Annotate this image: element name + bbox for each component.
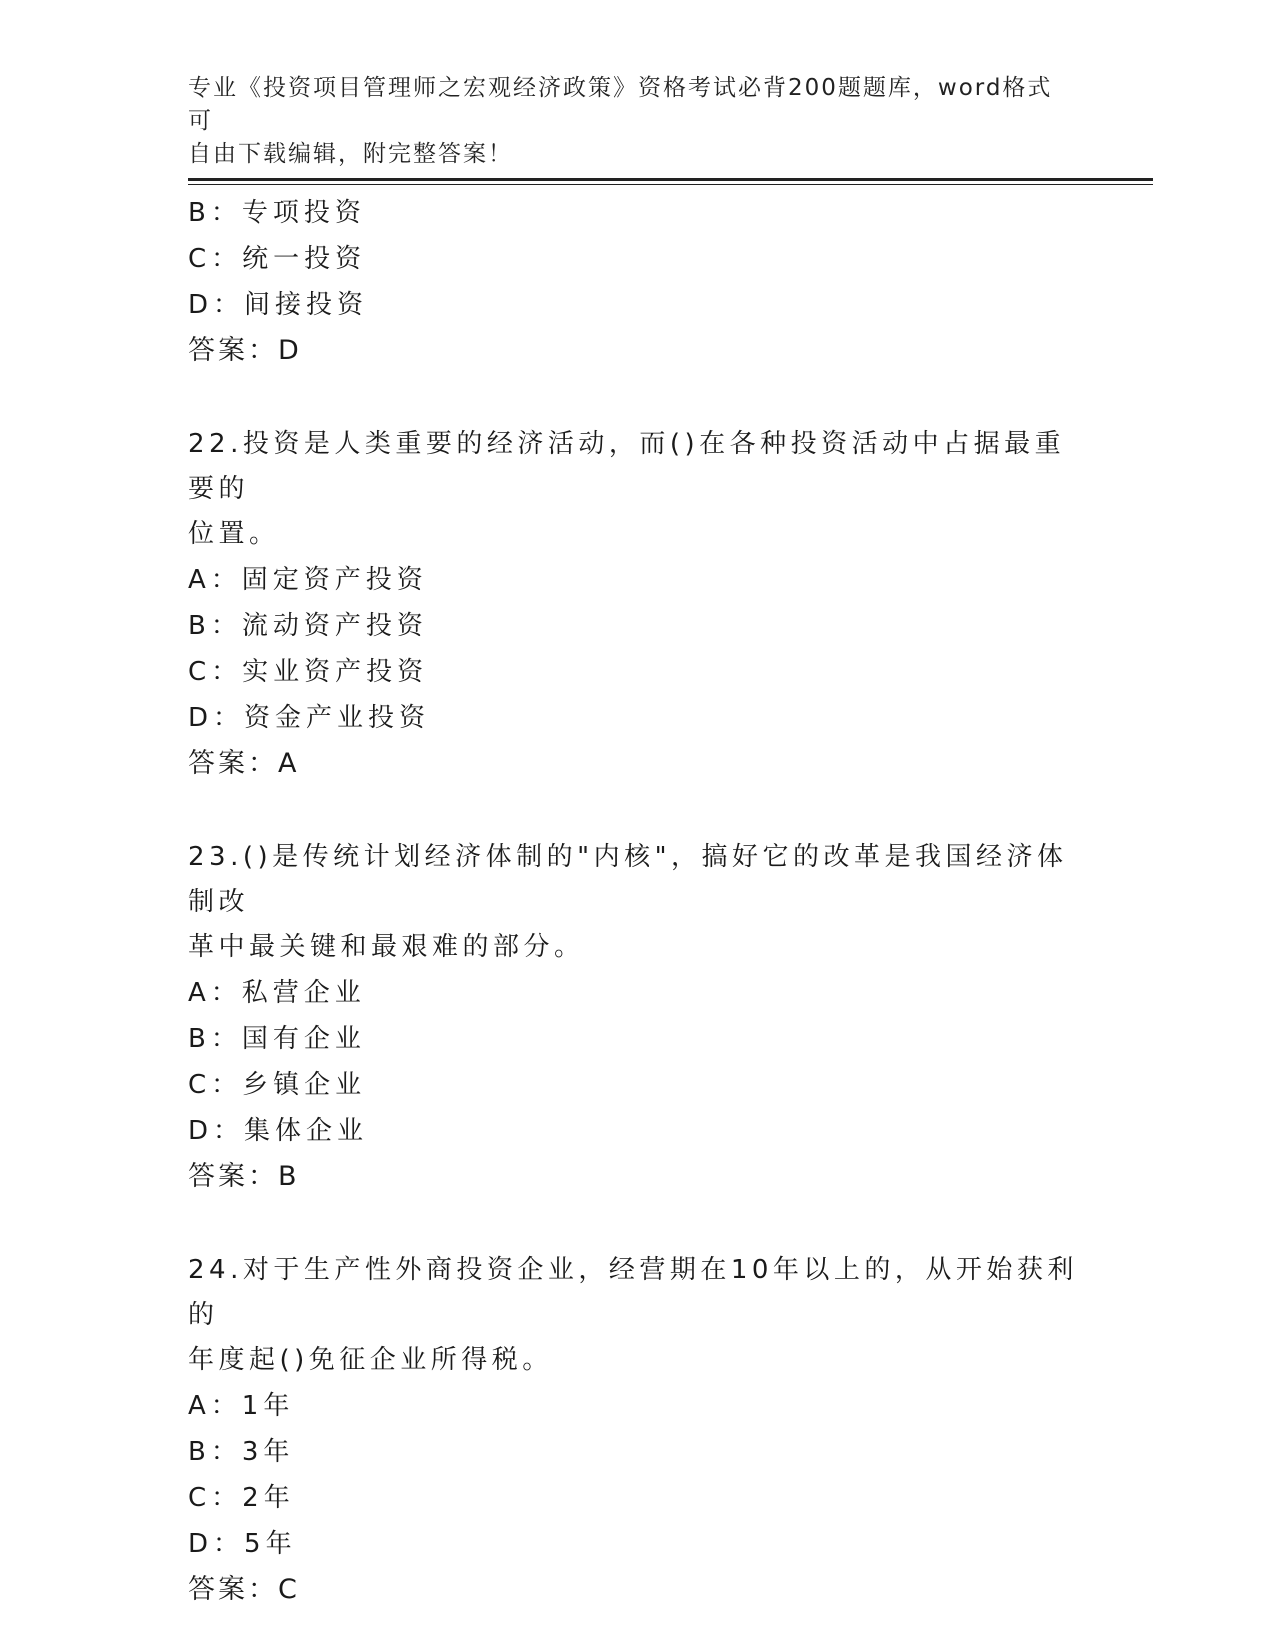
question-block-continued — [188, 190, 1088, 374]
question-list — [188, 190, 1088, 1613]
question-stem-line-1: 24.对于生产性外商投资企业，经营期在10年以上的，从开始获利的 — [188, 1255, 1078, 1330]
option-a: A：1年 — [188, 1391, 295, 1421]
question-stem-line-1: 23.()是传统计划经济体制的"内核"，搞好它的改革是我国经济体制改 — [188, 842, 1068, 917]
option-b: B：流动资产投资 — [188, 611, 428, 641]
option-d: D：集体企业 — [188, 1116, 369, 1146]
option-b: B：3年 — [188, 1437, 295, 1467]
option-c: C：统一投资 — [188, 244, 367, 274]
question-block-23 — [188, 835, 1088, 1200]
option-d: D：5年 — [188, 1529, 297, 1559]
answer-line: 答案：D — [188, 335, 302, 366]
header-divider-thick — [188, 178, 1153, 181]
option-b: B：专项投资 — [188, 198, 366, 228]
question-block-24 — [188, 1248, 1088, 1613]
question-block-22 — [188, 422, 1088, 787]
option-c: C：实业资产投资 — [188, 657, 429, 687]
question-stem-line-2: 年度起()免征企业所得税。 — [188, 1345, 553, 1375]
answer-line: 答案：B — [188, 1161, 300, 1192]
option-b: B：国有企业 — [188, 1024, 366, 1054]
option-a: A：私营企业 — [188, 978, 366, 1008]
option-c: C：2年 — [188, 1483, 295, 1513]
option-d: D：资金产业投资 — [188, 703, 431, 733]
question-stem-line-1: 22.投资是人类重要的经济活动，而()在各种投资活动中占据最重要的 — [188, 429, 1066, 504]
document-header — [188, 72, 1068, 171]
header-title-line-1: 专业《投资项目管理师之宏观经济政策》资格考试必背200题题库，word格式可 — [188, 75, 1053, 134]
answer-line: 答案：C — [188, 1574, 300, 1605]
option-c: C：乡镇企业 — [188, 1070, 367, 1100]
option-a: A：固定资产投资 — [188, 565, 428, 595]
header-title-line-2: 自由下载编辑，附完整答案！ — [188, 141, 513, 167]
answer-line: 答案：A — [188, 748, 300, 779]
question-stem-line-2: 位置。 — [188, 519, 280, 549]
option-d: D：间接投资 — [188, 290, 369, 320]
question-stem-line-2: 革中最关键和最艰难的部分。 — [188, 932, 585, 962]
header-divider-thin — [188, 184, 1153, 185]
